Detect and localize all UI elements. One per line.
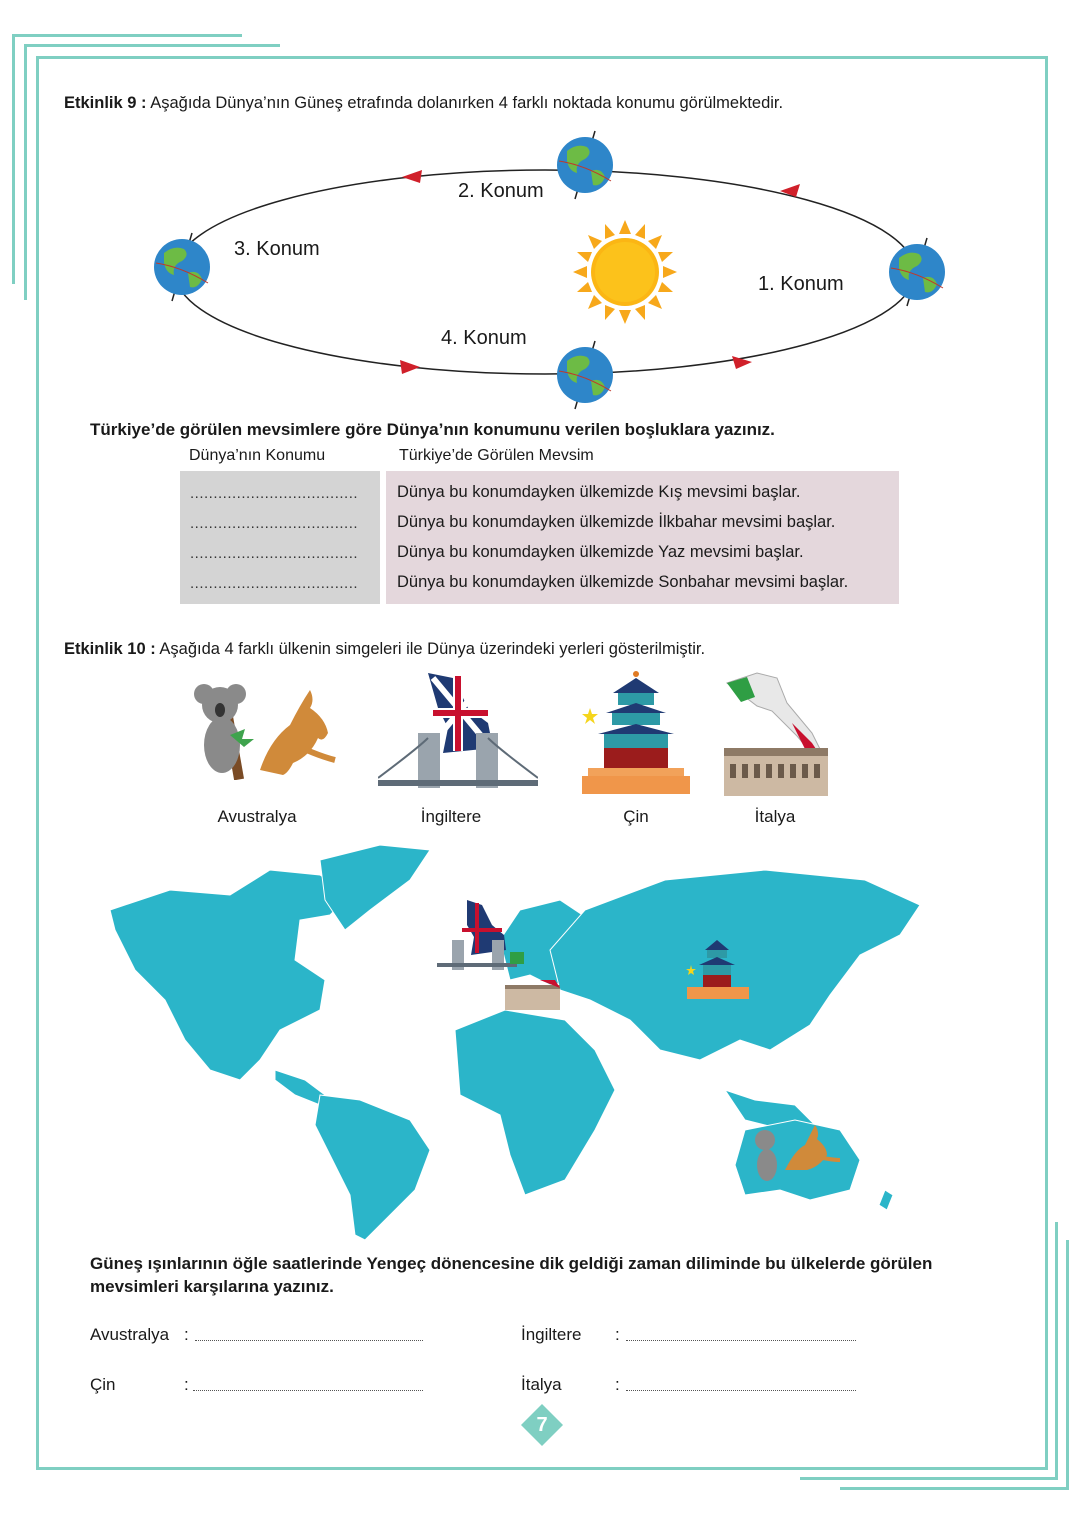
answer-line-uk[interactable]: [626, 1340, 856, 1341]
world-map: [105, 840, 925, 1240]
country-label-italy: İtalya: [754, 807, 796, 826]
answer-line-australia[interactable]: [195, 1340, 423, 1341]
page-number-badge: [520, 1403, 560, 1443]
season-row-text: Dünya bu konumdayken ülkemizde Sonbahar mevsimi başlar.: [397, 573, 849, 591]
answer-label-uk: İngiltere: [521, 1325, 582, 1344]
position-4-label: 4. Konum: [441, 327, 527, 349]
answer-label-china: Çin: [90, 1375, 116, 1394]
answer-colon: :: [615, 1375, 620, 1394]
africa: [455, 1010, 615, 1195]
activity9-label: Etkinlik 9 :: [64, 94, 147, 112]
answer-label-italy: İtalya: [521, 1375, 562, 1394]
answer-label-australia: Avustralya: [90, 1325, 170, 1344]
activity10-instruction-line2: mevsimleri karşılarına yazınız.: [90, 1277, 334, 1296]
activity10-text: Aşağıda 4 farklı ülkenin simgeleri ile Dünya üzerindeki yerleri gösterilmiştir.: [159, 640, 706, 658]
answer-colon: :: [184, 1325, 189, 1344]
italy-icon: [722, 668, 832, 798]
page-number: 7: [536, 1414, 548, 1436]
activity10-instruction-line1: Güneş ışınlarının öğle saatlerinde Yengeç dönencesine dik geldiği zaman diliminde bu ülkelerde görülen: [90, 1254, 933, 1273]
activity10-label: Etkinlik 10 :: [64, 640, 156, 658]
earth-icon-4: [557, 341, 613, 409]
col-header-position: Dünya’nın Konumu: [189, 447, 326, 464]
answer-colon: :: [184, 1375, 189, 1394]
north-america: [110, 870, 350, 1080]
position-1-label: 1. Konum: [758, 273, 844, 295]
answer-colon: :: [615, 1325, 620, 1344]
orbit-arrow: [400, 360, 420, 374]
south-america: [315, 1095, 430, 1240]
greenland: [320, 845, 430, 930]
answer-line-china[interactable]: [193, 1390, 423, 1391]
orbit-ellipse: [175, 170, 915, 374]
earth-icon-3: [154, 233, 210, 301]
activity9-title: [64, 94, 783, 113]
answer-blank[interactable]: ....................................: [190, 515, 359, 532]
season-row-text: Dünya bu konumdayken ülkemizde İlkbahar mevsimi başlar.: [397, 513, 836, 531]
position-2-label: 2. Konum: [458, 180, 544, 202]
answer-blank[interactable]: ....................................: [190, 575, 359, 592]
china-temple-icon: [578, 668, 698, 798]
season-row-text: Dünya bu konumdayken ülkemizde Kış mevsimi başlar.: [397, 483, 801, 501]
central-america: [275, 1070, 325, 1105]
country-label-australia: Avustralya: [217, 807, 297, 826]
position-3-label: 3. Konum: [234, 238, 320, 260]
map-italy-flag: [510, 952, 524, 964]
activity10-title: [64, 640, 705, 659]
activity9-instruction: Türkiye’de görülen mevsimlere göre Dünya’nın konumunu verilen boşluklara yazınız.: [90, 420, 775, 439]
activity9-text: Aşağıda Dünya’nın Güneş etrafında dolanırken 4 farklı noktada konumu görülmektedir.: [150, 94, 784, 112]
answer-blank[interactable]: ....................................: [190, 545, 359, 562]
orbit-diagram: [140, 125, 960, 415]
col-header-season: Türkiye’de Görülen Mevsim: [399, 447, 594, 464]
answer-line-italy[interactable]: [626, 1390, 856, 1391]
new-zealand: [879, 1190, 893, 1210]
season-row-text: Dünya bu konumdayken ülkemizde Yaz mevsimi başlar.: [397, 543, 804, 561]
orbit-arrow: [402, 170, 422, 183]
country-label-china: Çin: [623, 807, 649, 826]
earth-icon-2: [557, 131, 613, 199]
country-label-uk: İngiltere: [420, 807, 482, 826]
earth-icon-1: [889, 238, 945, 306]
koala-kangaroo-icon: [190, 680, 340, 780]
map-italy-symbol: [505, 980, 560, 1010]
answer-blank[interactable]: ....................................: [190, 485, 359, 502]
sun-icon: [573, 220, 677, 324]
uk-bridge-icon: [378, 668, 538, 798]
